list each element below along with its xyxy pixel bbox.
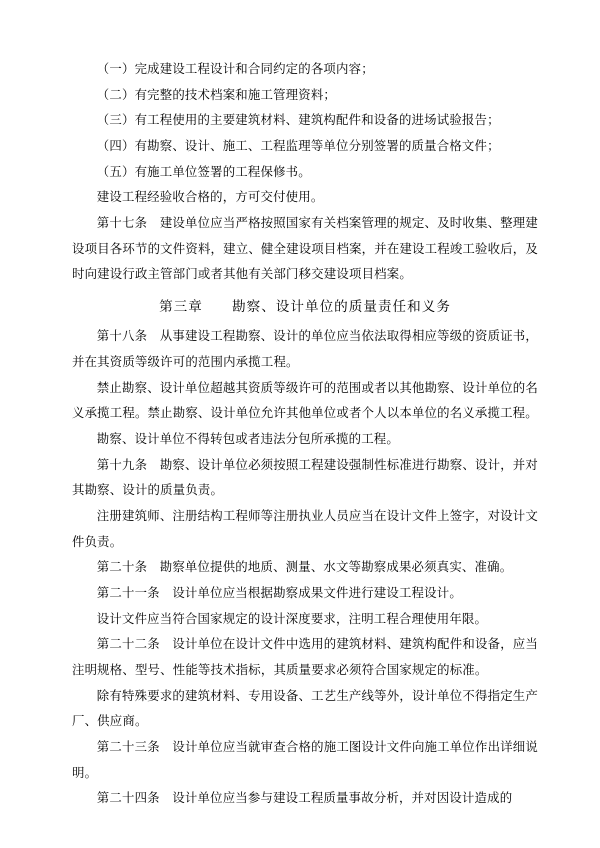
paragraph-item-1: （一）完成建设工程设计和合同约定的各项内容； — [96, 61, 374, 76]
paragraph-article-19: 第十九条 勘察、设计单位必须按照工程建设强制性标准进行勘察、设计，并对其勘察、设计的质量负责。 — [72, 456, 538, 498]
paragraph-article-17: 第十七条 建设单位应当严格按照国家有关档案管理的规定、及时收集、整理建设项目各环节的文件资料，建立、健全建设项目档案，并在建设工程竣工验收后，及时向建设行政主管部门或者其他有关部门移交建设项目档案。 — [72, 215, 538, 282]
paragraph-article-23: 第二十三条 设计单位应当就审查合格的施工图设计文件向施工单位作出详细说明。 — [72, 738, 538, 780]
chapter-heading-3: 第三章 勘察、设计单位的质量责任和义务 — [159, 299, 451, 316]
paragraph-item-5: （五）有施工单位签署的工程保修书。 — [96, 163, 311, 179]
paragraph-article-20: 第二十条 勘察单位提供的地质、测量、水文等勘察成果必须真实、准确。 — [96, 559, 513, 575]
paragraph-article-18-b: 禁止勘察、设计单位超越其资质等级许可的范围或者以其他勘察、设计单位的名义承揽工程。禁止勘察、设计单位允许其他单位或者个人以本单位的名义承揽工程。 — [72, 379, 538, 421]
paragraph-article-18-c: 勘察、设计单位不得转包或者违法分包所承揽的工程。 — [96, 430, 399, 446]
paragraph-item-3: （三）有工程使用的主要建筑材料、建筑构配件和设备的进场试验报告； — [96, 112, 500, 128]
paragraph-item-2: （二）有完整的技术档案和施工管理资料； — [96, 86, 337, 102]
document-body — [72, 56, 538, 811]
paragraph-article-19-b: 注册建筑师、注册结构工程师等注册执业人员应当在设计文件上签字，对设计文件负责。 — [72, 507, 538, 549]
paragraph-article-22-b: 除有特殊要求的建筑材料、专用设备、工艺生产线等外，设计单位不得指定生产厂、供应商。 — [72, 687, 538, 729]
paragraph-article-18: 第十八条 从事建设工程勘察、设计的单位应当依法取得相应等级的资质证书，并在其资质等级许可的范围内承揽工程。 — [72, 328, 538, 369]
paragraph-article-21: 第二十一条 设计单位应当根据勘察成果文件进行建设工程设计。 — [96, 584, 462, 600]
paragraph-article-21-b: 设计文件应当符合国家规定的设计深度要求，注明工程合理使用年限。 — [96, 610, 488, 626]
paragraph-acceptance: 建设工程经验收合格的，方可交付使用。 — [96, 189, 324, 205]
paragraph-article-24: 第二十四条 设计单位应当参与建设工程质量事故分析，并对因设计造成的 — [96, 790, 513, 806]
paragraph-item-4: （四）有勘察、设计、施工、工程监理等单位分别签署的质量合格文件； — [96, 138, 500, 154]
paragraph-article-22: 第二十二条 设计单位在设计文件中选用的建筑材料、建筑构配件和设备，应当注明规格、型号、性能等技术指标，其质量要求必须符合国家规定的标准。 — [72, 636, 538, 677]
